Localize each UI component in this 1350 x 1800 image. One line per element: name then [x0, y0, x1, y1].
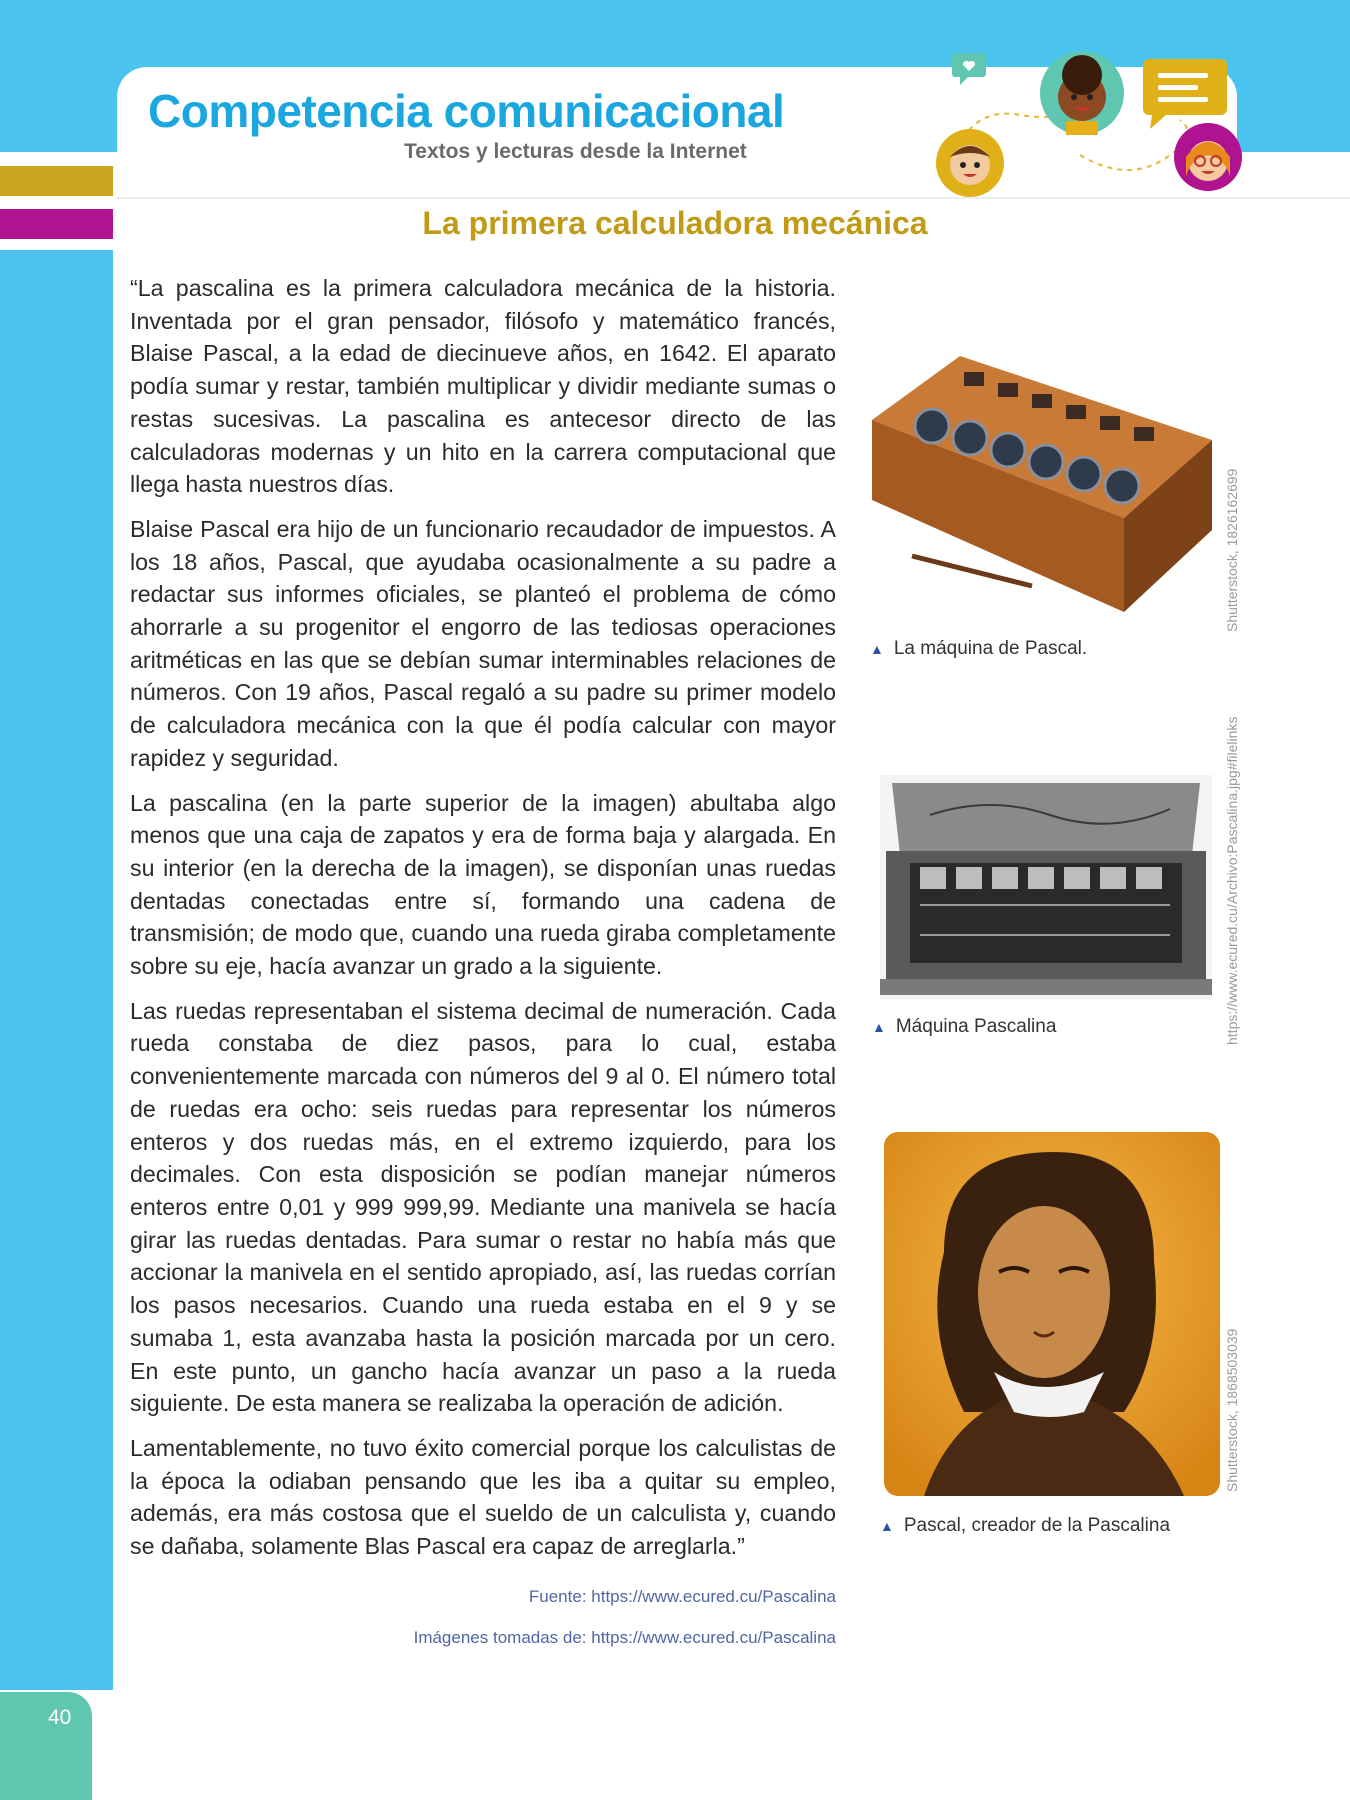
figure-2-caption: ▲ Máquina Pascalina — [872, 1016, 1057, 1037]
images-source-reference: Imágenes tomadas de: https://www.ecured.cu/Pascalina — [413, 1628, 836, 1647]
pascaline-wooden-box-image — [872, 350, 1214, 630]
heart-chat-icon — [952, 53, 986, 85]
gold-stripe — [0, 166, 113, 196]
figure-3-caption: ▲ Pascal, creador de la Pascalina — [880, 1515, 1171, 1536]
section-subtitle: Textos y lecturas desde la Internet — [404, 140, 747, 163]
figure-2-credit: https://www.ecured.cu/Archivo:Pascalina.jpg#filelinks — [1224, 716, 1240, 1045]
source-reference: Fuente: https://www.ecured.cu/Pascalina — [528, 1587, 836, 1606]
boy-curly-hair-avatar — [1040, 51, 1124, 135]
article-title: La primera calculadora mecánica — [422, 205, 928, 241]
triangle-bullet-icon: ▲ — [870, 641, 884, 657]
paragraph-1: “La pascalina es la primera calculadora mecánica de la historia. Inventada por el gran pensador, filósofo y matemático francés, Blaise Pascal, a la edad de diecinueve años, en 1642. El aparato podía sumar y restar, también multiplicar y dividir mediante sumas o restas sucesivas. La pascalina es antecesor directo de las calculadoras modernas y un hito en la carrera computacional que llega hasta nuestros días. — [130, 275, 836, 498]
boy-avatar — [936, 129, 1004, 197]
paragraph-2: Blaise Pascal era hijo de un funcionario recaudador de impuestos. A los 18 años, Pascal, que ayudaba ocasionalmente a su padre a redactar sus informes oficiales, se planteó el problema de cómo ahorrarle a su progenitor el engorro de las tediosas operaciones aritméticas en las que se debían sumar interminables relaciones de números. Con 19 años, Pascal regaló a su padre su primer modelo de calculadora mecánica con la que él podía calcular con mayor rapidez y seguridad. — [130, 515, 836, 771]
page-number: 40 — [48, 1706, 72, 1729]
section-title: Competencia comunicacional — [148, 85, 785, 137]
pascaline-engraving-image — [880, 775, 1212, 1000]
pascal-portrait-image — [884, 1132, 1220, 1496]
page-number-tab — [0, 1692, 92, 1800]
paragraph-5: Lamentablemente, no tuvo éxito comercial porque los calculistas de la época la odiaban pensando que les iba a quitar su empleo, además, era más costosa que el sueldo de un calculista y, cuando se dañaba, solamente Blas Pascal era capaz de arreglarla.” — [130, 1434, 836, 1560]
figure-1-credit: Shutterstock, 1826162699 — [1224, 468, 1240, 632]
left-sidebar-bar — [0, 250, 113, 1690]
triangle-bullet-icon: ▲ — [880, 1518, 894, 1534]
figure-3-credit: Shutterstock, 1868503039 — [1224, 1328, 1240, 1492]
paragraph-3: La pascalina (en la parte superior de la imagen) abultaba algo menos que una caja de zapatos y era de forma baja y alargada. En su interior (en la derecha de la imagen), se disponían unas ruedas dentadas conectadas entre sí, formando una cadena de transmisión; de modo que, cuando una rueda giraba completamente sobre su eje, hacía avanzar un grado a la siguiente. — [130, 789, 836, 980]
article-body — [130, 272, 836, 1575]
triangle-bullet-icon: ▲ — [872, 1019, 886, 1035]
paragraph-4: Las ruedas representaban el sistema decimal de numeración. Cada rueda constaba de diez pasos, para lo cual, estaba convenientemente marcada con números del 9 al 0. El número total de ruedas era ocho: seis ruedas para representar los números enteros y dos ruedas más, en el extremo izquierdo, para los decimales. Con esta disposición se podían manejar números enteros entre 0,01 y 999 999,99. Mediante una manivela se hacía girar las ruedas dentadas. Para sumar o restar no había más que accionar la manivela en el sentido apropiado, así, las ruedas corrían los pasos necesarios. Cuando una rueda estaba en el 9 y se sumaba 1, esta avanzaba hasta la posición marcada por un cero. En este punto, un gancho hacía avanzar un paso a la rueda siguiente. De esta manera se realizaba la operación de adición. — [130, 997, 836, 1417]
girl-avatar — [1174, 123, 1242, 191]
message-bubble-icon — [1143, 59, 1227, 129]
figure-1-caption: ▲ La máquina de Pascal. — [870, 638, 1088, 659]
kids-chat-illustration — [930, 45, 1250, 205]
